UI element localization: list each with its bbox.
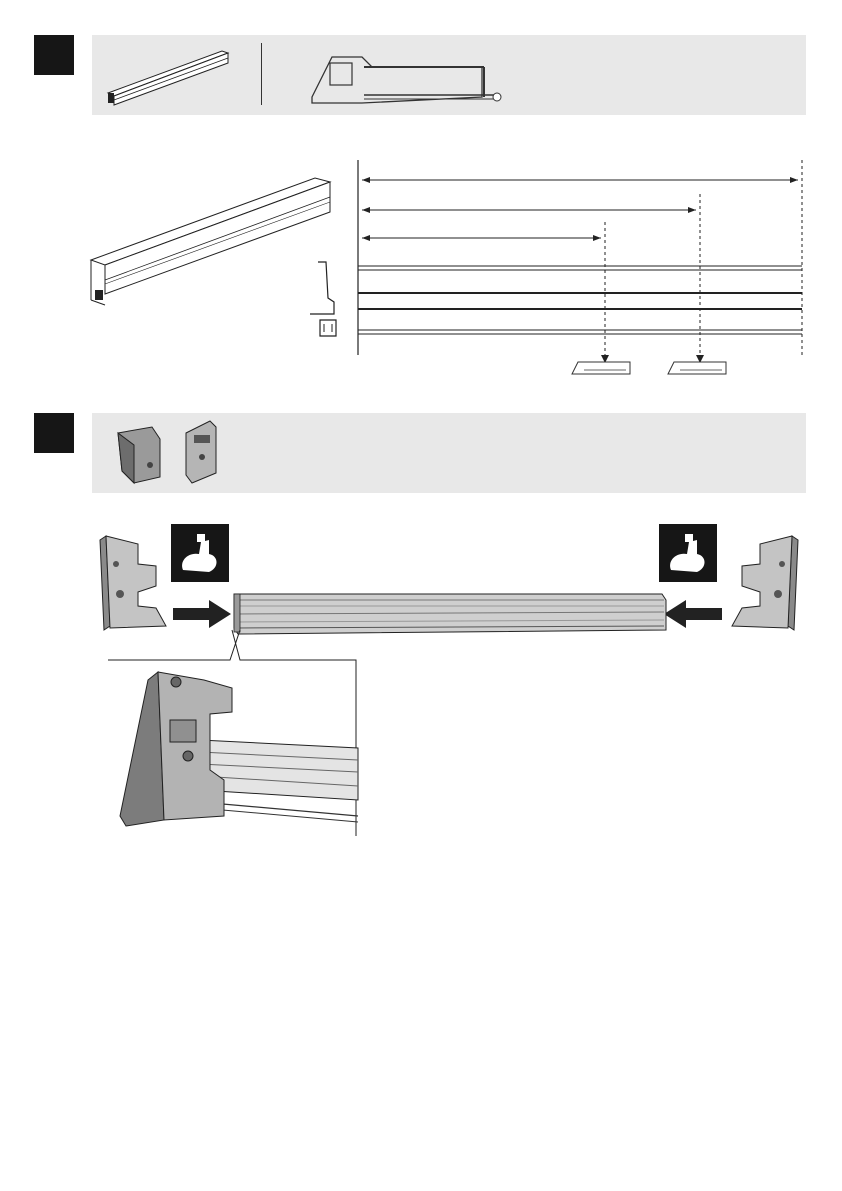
force-hand-icon [171,524,229,582]
push-arrow-icon [173,600,231,628]
end-cap-icon [112,421,168,487]
step-2-parts-panel [92,413,806,493]
force-hand-icon [659,524,717,582]
cut-off-piece-icon [568,360,632,376]
end-cap-right [728,536,802,636]
rail-profile-icon [100,41,240,107]
parts-divider [261,43,262,105]
cut-off-piece-icon [664,360,728,376]
push-arrow-icon [664,600,722,628]
step-2-marker [34,413,74,453]
step-1-marker [34,35,74,75]
hacksaw-icon [302,47,512,109]
rail-length-cut-diagram [350,160,810,375]
step-1-parts-panel [92,35,806,115]
detail-zoom [100,630,365,840]
rail-perspective [85,172,335,312]
rail-cross-section [306,258,346,340]
end-cap-inner-icon [178,417,228,487]
end-cap-left [96,536,170,636]
